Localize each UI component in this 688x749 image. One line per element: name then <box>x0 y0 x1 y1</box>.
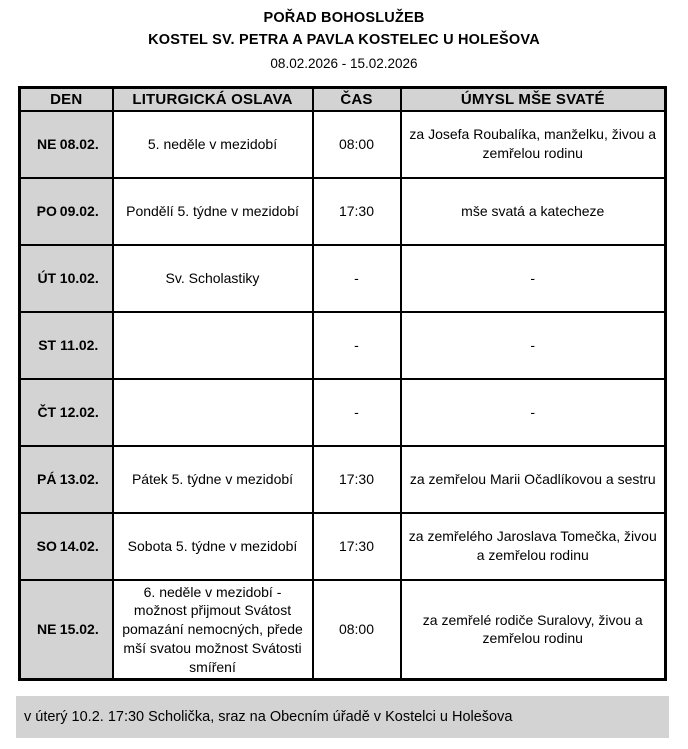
table-header-row <box>20 88 666 111</box>
time-cell: - <box>313 379 401 446</box>
day-date: 15.02. <box>59 621 99 637</box>
day-abbr: ÚT <box>37 269 57 286</box>
page-title: POŘAD BOHOSLUŽEB <box>263 10 425 26</box>
table-row <box>20 245 666 312</box>
intention-cell: za zemřelou Marii Očadlíkovou a sestru <box>401 446 666 513</box>
day-date: 10.02. <box>59 269 99 286</box>
day-date: 14.02. <box>59 537 99 554</box>
celebration-cell: Sv. Scholastiky <box>113 245 313 312</box>
column-header-cas: ČAS <box>313 88 401 111</box>
time-cell: - <box>313 245 401 312</box>
day-date: 09.02. <box>59 202 99 219</box>
celebration-cell: Sobota 5. týdne v mezidobí <box>113 513 313 580</box>
column-header-liturgicka-oslava: LITURGICKÁ OSLAVA <box>113 88 313 111</box>
table-row <box>20 580 666 680</box>
day-abbr: ČT <box>37 403 57 420</box>
day-abbr: ST <box>38 336 57 353</box>
table-row <box>20 446 666 513</box>
intention-cell: za zemřelé rodiče Suralovy, živou a zemřelou rodinu <box>401 580 666 680</box>
time-cell: 08:00 <box>313 580 401 680</box>
day-abbr: SO <box>36 537 57 554</box>
celebration-cell: Pondělí 5. týdne v mezidobí <box>113 178 313 245</box>
time-cell: - <box>313 312 401 379</box>
table-row <box>20 379 666 446</box>
column-header-umysl: ÚMYSL MŠE SVATÉ <box>401 88 666 111</box>
day-cell <box>20 111 113 178</box>
footer-note-bar <box>16 696 669 738</box>
time-cell: 17:30 <box>313 178 401 245</box>
day-cell <box>20 245 113 312</box>
time-cell: 08:00 <box>313 111 401 178</box>
day-cell <box>20 446 113 513</box>
day-date: 13.02. <box>59 470 99 487</box>
celebration-cell: 5. neděle v mezidobí <box>113 111 313 178</box>
day-date: 08.02. <box>59 135 99 152</box>
celebration-cell <box>113 379 313 446</box>
day-date: 12.02. <box>59 403 99 420</box>
table-row <box>20 513 666 580</box>
table-row <box>20 178 666 245</box>
intention-cell: za zemřelého Jaroslava Tomečka, živou a zemřelou rodinu <box>401 513 666 580</box>
date-range: 08.02.2026 - 15.02.2026 <box>270 56 418 71</box>
celebration-cell <box>113 312 313 379</box>
day-cell <box>20 379 113 446</box>
day-date: 11.02. <box>60 336 99 353</box>
title-block <box>0 10 688 71</box>
day-cell <box>20 580 113 680</box>
intention-cell: - <box>401 379 666 446</box>
day-abbr: PÁ <box>37 470 57 487</box>
church-name: KOSTEL SV. PETRA A PAVLA KOSTELEC U HOLEŠOVA <box>148 32 540 48</box>
table-row <box>20 312 666 379</box>
intention-cell: - <box>401 312 666 379</box>
day-abbr: NE <box>37 621 57 637</box>
intention-cell: mše svatá a katecheze <box>401 178 666 245</box>
celebration-cell: 6. neděle v mezidobí - možnost přijmout Svátost pomazání nemocných, přede mší svatou možnost Svátosti smíření <box>113 580 313 680</box>
day-cell <box>20 178 113 245</box>
footer-note-text: v úterý 10.2. 17:30 Scholička, sraz na Obecním úřadě v Kostelci u Holešova <box>24 709 513 726</box>
time-cell: 17:30 <box>313 513 401 580</box>
column-header-den: DEN <box>20 88 113 111</box>
schedule-table <box>18 86 667 681</box>
intention-cell: za Josefa Roubalíka, manželku, živou a zemřelou rodinu <box>401 111 666 178</box>
day-abbr: PO <box>36 202 57 219</box>
day-cell <box>20 513 113 580</box>
celebration-cell: Pátek 5. týdne v mezidobí <box>113 446 313 513</box>
intention-cell: - <box>401 245 666 312</box>
time-cell: 17:30 <box>313 446 401 513</box>
table-row <box>20 111 666 178</box>
day-abbr: NE <box>37 135 57 152</box>
day-cell <box>20 312 113 379</box>
